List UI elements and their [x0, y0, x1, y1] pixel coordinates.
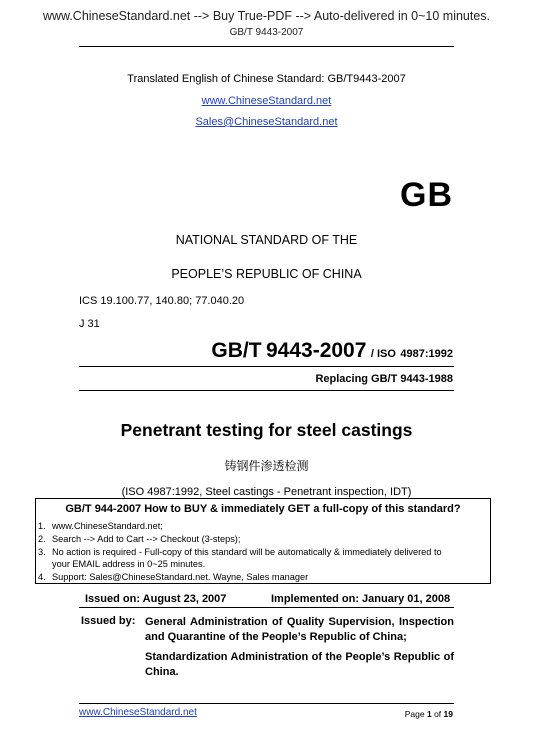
- footer-divider: [79, 703, 454, 704]
- ics-code: ICS 19.100.77, 140.80; 77.040.20: [79, 295, 245, 307]
- translated-code: GB/T9443-2007: [327, 73, 406, 85]
- list-item: 4. Support: Sales@ChineseStandard.net. Wayne, Sales manager: [38, 572, 309, 583]
- buy-box-title: GB/T 944-2007 How to BUY & immediately GET a full-copy of this standard?: [65, 503, 461, 515]
- email-link[interactable]: Sales@ChineseStandard.net: [195, 116, 338, 128]
- list-item: 1. www.ChineseStandard.net;: [38, 521, 163, 531]
- title-english: Penetrant testing for steel castings: [120, 420, 413, 440]
- website-line: [0, 95, 533, 107]
- title-chinese: 铸钢件渗透检测: [224, 459, 309, 473]
- buy-info-box: [35, 498, 491, 584]
- email-line: [0, 116, 533, 128]
- page-indicator: Page 1 of 19: [404, 709, 453, 719]
- translated-line: [0, 73, 533, 85]
- header-doc-code: GB/T 9443-2007: [229, 27, 304, 38]
- j-code: J 31: [79, 318, 100, 330]
- dates-divider: [79, 607, 454, 608]
- translated-prefix: Translated English of Chinese Standard: [127, 73, 322, 85]
- page-current: 1: [426, 709, 432, 719]
- translated-sep: :: [321, 73, 328, 85]
- iso-number: 4987:1992: [400, 348, 453, 360]
- issued-date: Issued on: August 23, 2007: [85, 593, 227, 605]
- header-divider: [79, 46, 454, 47]
- iso-slash: / ISO: [370, 348, 396, 360]
- issued-by-label: Issued by:: [81, 615, 136, 627]
- standard-number: 9443-2007: [265, 339, 367, 362]
- replacing-divider: [79, 390, 454, 391]
- page-total: 19: [443, 709, 453, 719]
- standard-prefix: GB/T: [211, 339, 262, 362]
- list-item: 3. No action is required - Full-copy of this standard will be automatically & immediately delivered to: [38, 546, 442, 557]
- top-banner: www.ChineseStandard.net --> Buy True-PDF --> Auto-delivered in 0~10 minutes.: [42, 9, 491, 23]
- standard-code: [211, 339, 453, 363]
- prc-heading: PEOPLE’S REPUBLIC OF CHINA: [171, 267, 362, 281]
- gb-mark: GB: [400, 176, 453, 214]
- list-item: 2. Search --> Add to Cart --> Checkout (3-steps);: [38, 533, 241, 544]
- replacing-line: Replacing GB/T 9443-1988: [315, 373, 453, 385]
- issuer-aqsiq: General Administration of Quality Supervision, Inspection and Quarantine of the People’s Republic of China;: [145, 616, 454, 643]
- buy-box-list: [36, 520, 490, 584]
- website-link[interactable]: www.ChineseStandard.net: [201, 95, 332, 107]
- issuer-sac: Standardization Administration of the People’s Republic of China.: [145, 651, 454, 678]
- iso-equivalent: (ISO 4987:1992, Steel castings - Penetrant inspection, IDT): [121, 486, 412, 498]
- footer-website-link[interactable]: www.ChineseStandard.net: [79, 707, 197, 718]
- implemented-date: Implemented on: January 01, 2008: [271, 593, 451, 605]
- code-divider: [79, 366, 454, 367]
- national-standard-heading: NATIONAL STANDARD OF THE: [175, 233, 358, 247]
- list-item: your EMAIL address in 0~25 minutes.: [52, 559, 206, 570]
